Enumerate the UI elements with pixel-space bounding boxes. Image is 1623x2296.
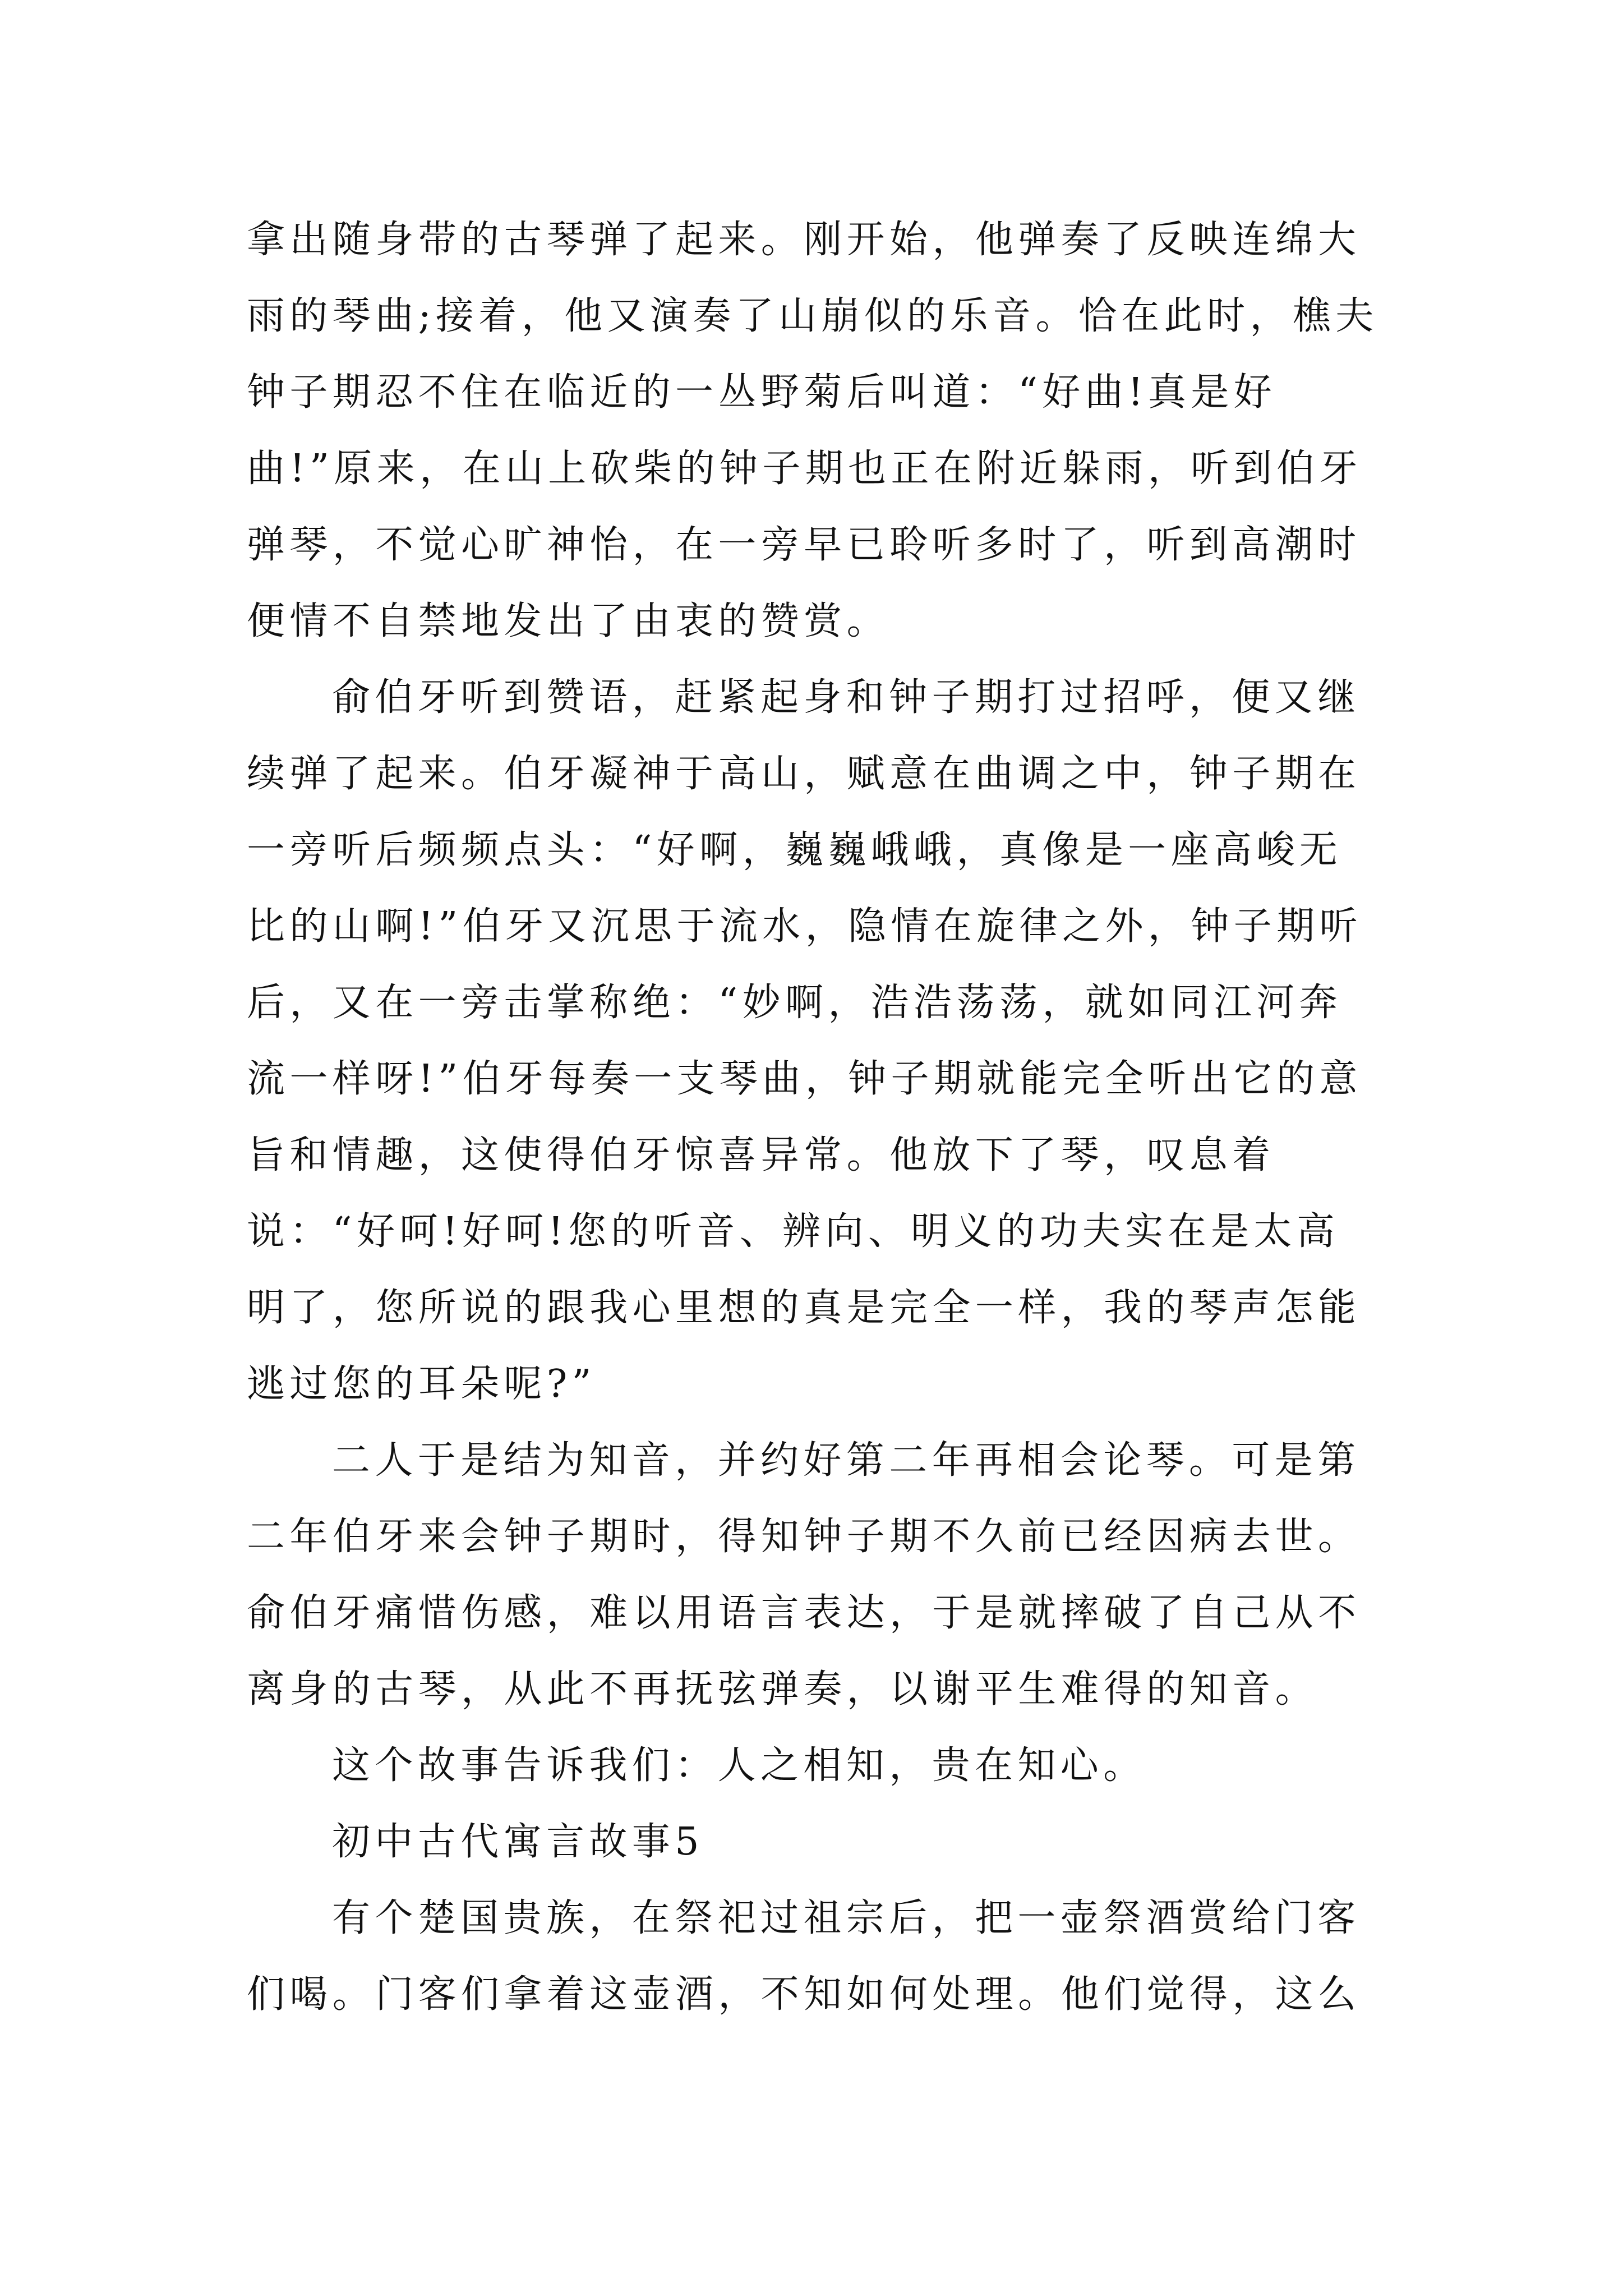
paragraph-2: 俞伯牙听到赞语，赶紧起身和钟子期打过招呼，便又继续弹了起来。伯牙凝神于高山，赋意在曲调之中，钟子期在一旁听后频频点头：“好啊，巍巍峨峨，真像是一座高峻无比的山啊!”伯牙又沉思于流水，隐情在旋律之外，钟子期听后，又在一旁击掌称绝：“妙啊，浩浩荡荡，就如同江河奔流一样呀!”伯牙每奏一支琴曲，钟子期就能完全听出它的意旨和情趣，这使得伯牙惊喜异常。他放下了琴，叹息着说：“好呵!好呵!您的听音、辨向、明义的功夫实在是太高明了，您所说的跟我心里想的真是完全一样，我的琴声怎能逃过您的耳朵呢?” xyxy=(247,675,1362,1406)
paragraph-3: 二人于是结为知音，并约好第二年再相会论琴。可是第二年伯牙来会钟子期时，得知钟子期不久前已经因病去世。俞伯牙痛惜伤感，难以用语言表达，于是就摔破了自己从不离身的古琴，从此不再抚弦弹奏，以谢平生难得的知音。 xyxy=(247,1438,1361,1711)
paragraph-5: 有个楚国贵族，在祭祀过祖宗后，把一壶祭酒赏给门客们喝。门客们拿着这壶酒，不知如何处理。他们觉得，这么 xyxy=(247,1896,1361,2017)
paragraph-4: 这个故事告诉我们：人之相知，贵在知心。 xyxy=(332,1743,1146,1788)
body-text xyxy=(247,202,1380,2033)
section-heading: 初中古代寓言故事5 xyxy=(332,1820,704,1864)
paragraph-1: 拿出随身带的古琴弹了起来。刚开始，他弹奏了反映连绵大雨的琴曲;接着，他又演奏了山崩似的乐音。恰在此时，樵夫钟子期忍不住在临近的一丛野菊后叫道：“好曲!真是好曲!”原来，在山上砍柴的钟子期也正在附近躲雨，听到伯牙弹琴，不觉心旷神怡，在一旁早已聆听多时了，听到高潮时便情不自禁地发出了由衷的赞赏。 xyxy=(247,218,1378,643)
